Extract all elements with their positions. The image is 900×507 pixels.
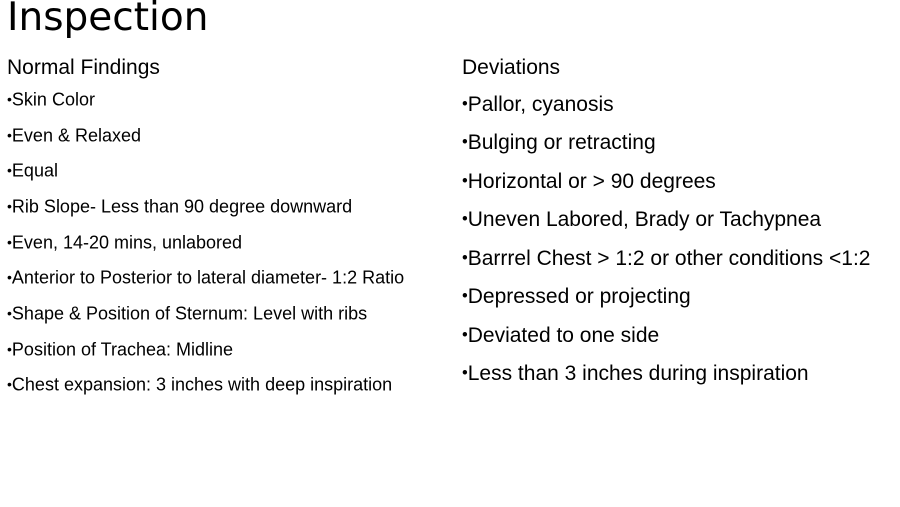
bullet-icon: • <box>462 95 468 113</box>
deviation-text: Pallor, cyanosis <box>467 92 614 116</box>
deviation-item <box>462 167 892 196</box>
bullet-icon: • <box>7 269 12 286</box>
deviation-item <box>462 205 892 234</box>
bullet-icon: • <box>462 133 468 152</box>
normal-finding-text: Anterior to Posterior to lateral diameter- 1:2 Ratio <box>11 268 405 289</box>
bullet-icon: • <box>7 340 12 357</box>
deviation-text: Barrrel Chest > 1:2 or other conditions <1:2 <box>467 246 871 270</box>
normal-finding-item <box>7 123 422 148</box>
normal-finding-item <box>7 230 422 255</box>
bullet-icon: • <box>7 305 12 322</box>
deviation-text: Horizontal or > 90 degrees <box>467 169 716 193</box>
normal-findings-column <box>7 55 422 408</box>
bullet-icon: • <box>7 126 12 143</box>
normal-finding-item <box>7 87 422 112</box>
bullet-icon: • <box>7 162 12 179</box>
bullet-icon: • <box>462 325 468 344</box>
deviation-item <box>462 321 892 350</box>
normal-finding-text: Chest expansion: 3 inches with deep inspiration <box>11 375 393 396</box>
deviations-heading: Deviations <box>462 56 561 79</box>
normal-findings-list <box>7 87 422 397</box>
bullet-icon: • <box>7 233 12 250</box>
deviation-item <box>462 128 892 157</box>
normal-finding-text: Skin Color <box>11 89 95 110</box>
bullet-icon: • <box>7 91 12 107</box>
normal-finding-item <box>7 301 422 326</box>
deviation-item <box>462 90 892 119</box>
deviation-text: Depressed or projecting <box>467 285 691 309</box>
normal-finding-item <box>7 194 422 219</box>
deviation-item <box>462 244 892 273</box>
deviation-text: Less than 3 inches during inspiration <box>467 362 809 386</box>
normal-finding-text: Equal <box>11 161 58 182</box>
normal-finding-text: Shape & Position of Sternum: Level with ribs <box>11 303 368 324</box>
normal-findings-heading: Normal Findings <box>7 56 160 79</box>
normal-finding-text: Rib Slope- Less than 90 degree downward <box>11 196 353 217</box>
bullet-icon: • <box>462 364 468 383</box>
bullet-icon: • <box>7 376 12 393</box>
deviations-column <box>462 55 892 398</box>
deviation-text: Uneven Labored, Brady or Tachypnea <box>467 208 822 232</box>
normal-finding-text: Position of Trachea: Midline <box>11 339 234 360</box>
normal-finding-text: Even, 14-20 mins, unlabored <box>11 232 243 253</box>
bullet-icon: • <box>462 171 468 190</box>
normal-finding-item <box>7 372 422 397</box>
deviation-item <box>462 359 892 388</box>
deviation-text: Bulging or retracting <box>467 131 656 155</box>
normal-finding-item <box>7 265 422 290</box>
bullet-icon: • <box>462 210 468 229</box>
bullet-icon: • <box>7 198 12 215</box>
slide-title: Inspection <box>7 0 209 40</box>
bullet-icon: • <box>462 248 468 267</box>
normal-finding-text: Even & Relaxed <box>11 125 141 146</box>
deviation-item <box>462 282 892 311</box>
normal-finding-item <box>7 158 422 183</box>
normal-finding-item <box>7 337 422 362</box>
deviation-text: Deviated to one side <box>467 323 660 347</box>
deviations-list <box>462 90 892 388</box>
bullet-icon: • <box>462 287 468 306</box>
